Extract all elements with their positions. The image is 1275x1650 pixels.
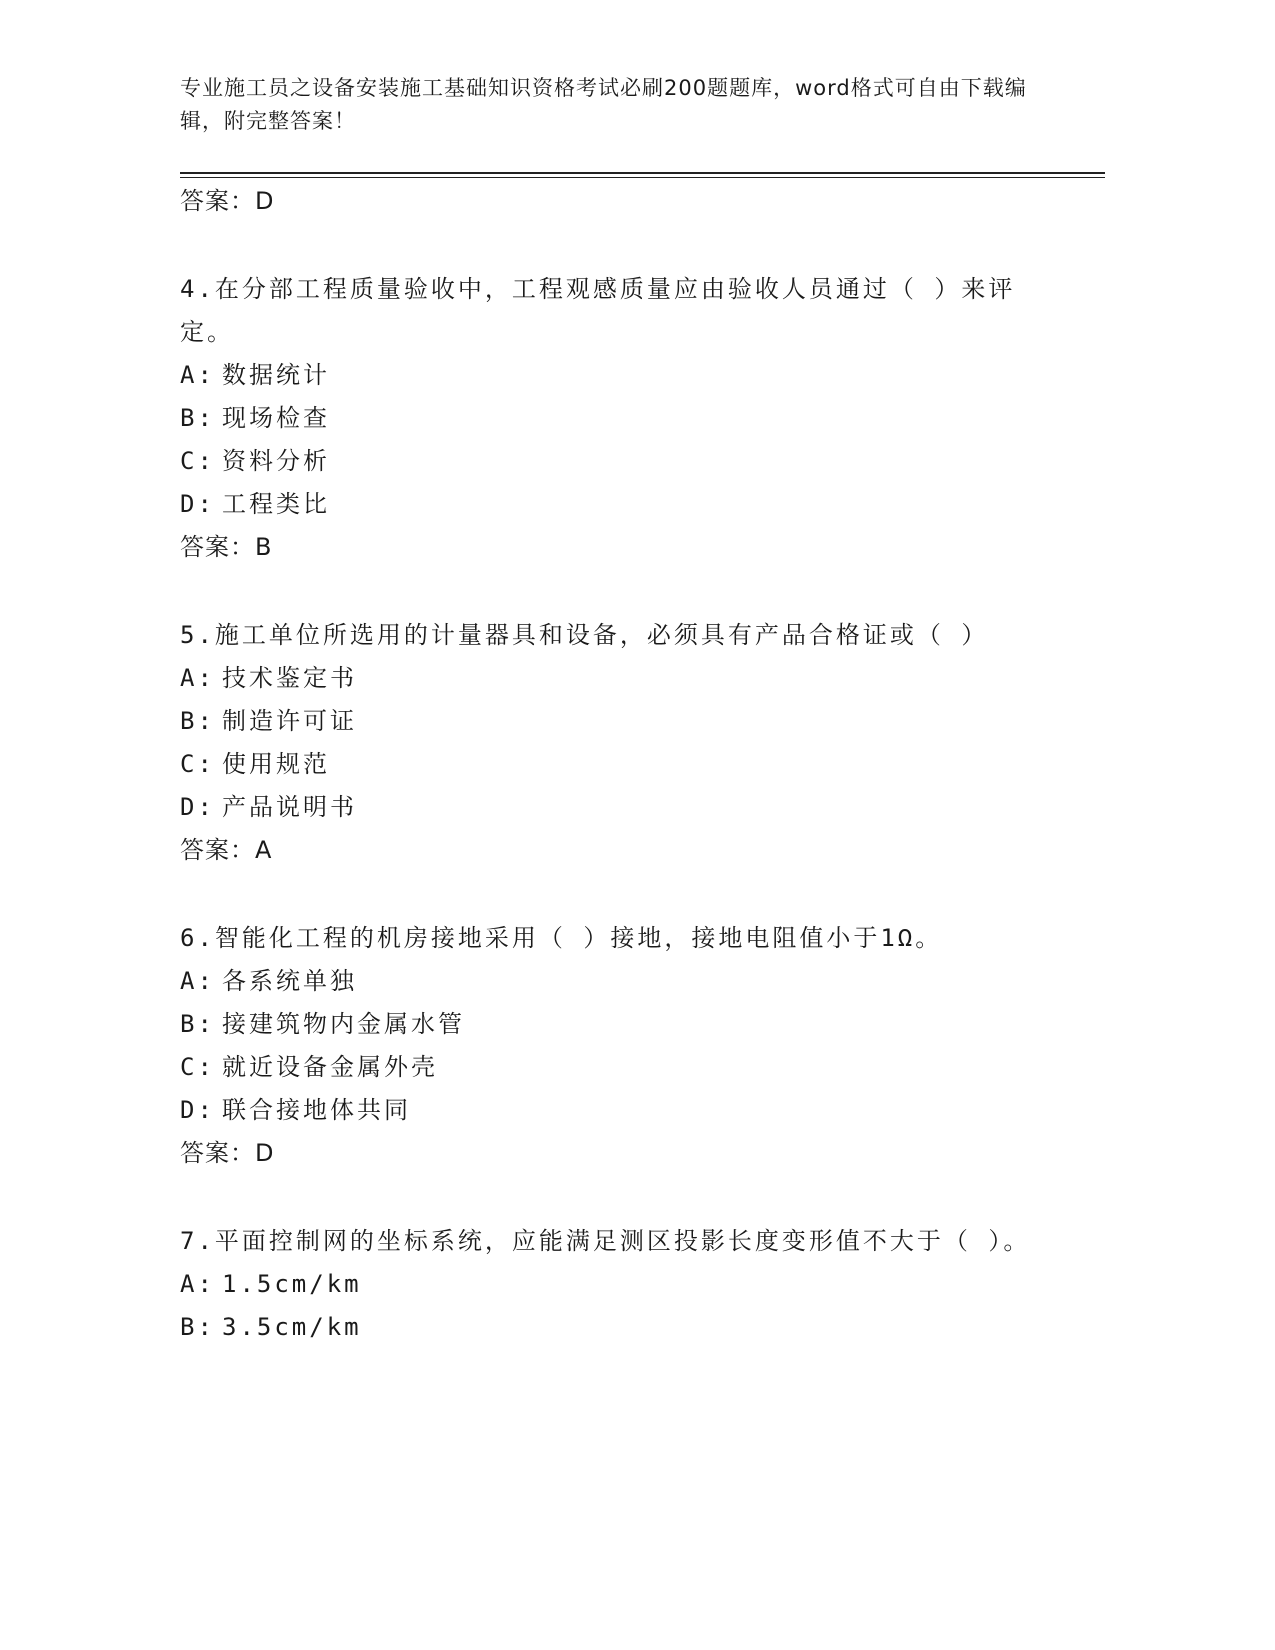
option-text: 产品说明书 [222,793,357,821]
option-a [180,657,1060,700]
option-letter: B: [180,404,215,432]
option-c [180,440,1060,483]
option-a [180,960,1060,1003]
option-letter: B: [180,707,215,735]
question-item [180,614,1060,872]
page-header-title: 专业施工员之设备安装施工基础知识资格考试必刷200题题库，word格式可自由下载编辑，附完整答案！ [180,76,1027,133]
option-letter: C: [180,447,215,475]
question-item [180,268,1060,569]
option-letter: A: [180,1270,215,1298]
header-divider-thick [180,172,1105,174]
option-text: 各系统单独 [222,967,357,995]
question-text: 5.施工单位所选用的计量器具和设备，必须具有产品合格证或（ ） [180,621,989,649]
option-a [180,354,1060,397]
option-letter: C: [180,1053,215,1081]
option-letter: D: [180,1096,215,1124]
option-b [180,1003,1060,1046]
option-text: 接建筑物内金属水管 [222,1010,465,1038]
option-letter: D: [180,490,215,518]
question-item [180,1220,1060,1349]
option-text: 工程类比 [222,490,330,518]
option-b [180,1306,1060,1349]
option-text: 制造许可证 [222,707,357,735]
option-d [180,786,1060,829]
question-list [180,180,1060,1349]
answer-line: 答案：B [180,533,273,561]
answer-line: 答案：D [180,187,275,215]
option-text: 3.5cm/km [222,1313,362,1341]
option-d [180,483,1060,526]
option-c [180,1046,1060,1089]
option-letter: A: [180,967,215,995]
answer-line: 答案：A [180,836,273,864]
option-text: 联合接地体共同 [222,1096,411,1124]
option-letter: A: [180,361,215,389]
option-text: 资料分析 [222,447,330,475]
option-text: 1.5cm/km [222,1270,362,1298]
option-a [180,1263,1060,1306]
option-text: 现场检查 [222,404,330,432]
option-text: 使用规范 [222,750,330,778]
question-text: 6.智能化工程的机房接地采用（ ）接地，接地电阻值小于1Ω。 [180,924,943,952]
option-b [180,700,1060,743]
option-d [180,1089,1060,1132]
option-letter: B: [180,1313,215,1341]
answer-line: 答案：D [180,1139,275,1167]
option-text: 技术鉴定书 [222,664,357,692]
option-text: 就近设备金属外壳 [222,1053,438,1081]
option-c [180,743,1060,786]
option-text: 数据统计 [222,361,330,389]
question-item [180,917,1060,1175]
option-letter: B: [180,1010,215,1038]
option-letter: D: [180,793,215,821]
question-text: 7.平面控制网的坐标系统，应能满足测区投影长度变形值不大于（ ）。 [180,1227,1031,1255]
header-divider-thin [180,177,1105,178]
question-text: 4.在分部工程质量验收中，工程观感质量应由验收人员通过（ ）来评定。 [180,275,1016,346]
option-b [180,397,1060,440]
option-letter: A: [180,664,215,692]
option-letter: C: [180,750,215,778]
